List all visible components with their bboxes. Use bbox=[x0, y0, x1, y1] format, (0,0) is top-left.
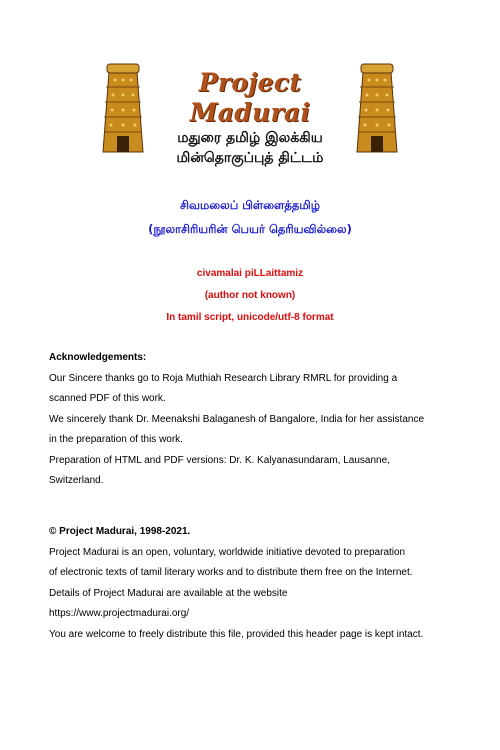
tamil-title: சிவமலைப் பிள்ளைத்தமிழ் bbox=[180, 198, 320, 212]
acknowledgement-line: Preparation of HTML and PDF versions: Dr. K. Kalyanasundaram, Lausanne, bbox=[49, 454, 390, 466]
logo-subtitle-line1: மதுரை தமிழ் இலக்கிய bbox=[177, 130, 323, 146]
acknowledgement-line: scanned PDF of this work. bbox=[49, 393, 166, 404]
author-note: (author not known) bbox=[204, 290, 296, 301]
copyright-line: Project Madurai is an open, voluntary, worldwide initiative devoted to preparation bbox=[49, 546, 406, 558]
acknowledgement-line: Switzerland. bbox=[49, 475, 104, 486]
temple-tower-icon bbox=[349, 62, 405, 154]
acknowledgement-line: in the preparation of this work. bbox=[49, 434, 183, 445]
transliterated-title: civamalai piLLaittamiz bbox=[196, 268, 304, 279]
copyright-section bbox=[49, 522, 459, 645]
logo-title: Project Madurai bbox=[189, 68, 311, 127]
tamil-author: (நூலாசிரியரின் பெயர் தெரியவில்லை) bbox=[148, 222, 352, 236]
acknowledgements-heading: Acknowledgements: bbox=[49, 352, 147, 363]
acknowledgement-line: We sincerely thank Dr. Meenakshi Balaganesh of Bangalore, India for her assistance bbox=[49, 413, 425, 425]
project-madurai-logo bbox=[95, 62, 405, 166]
copyright-line: of electronic texts of tamil literary works and to distribute them free on the Internet. bbox=[49, 567, 413, 578]
copyright-heading: © Project Madurai, 1998-2021. bbox=[49, 526, 191, 537]
acknowledgements-section bbox=[49, 348, 459, 492]
format-note: In tamil script, unicode/utf-8 format bbox=[166, 312, 334, 323]
acknowledgement-line: Our Sincere thanks go to Roja Muthiah Research Library RMRL for providing a bbox=[49, 372, 398, 384]
copyright-line: Details of Project Madurai are available at the website bbox=[49, 587, 288, 599]
logo-text bbox=[153, 68, 347, 168]
logo-subtitle-line2: மின்தொகுப்புத் திட்டம் bbox=[176, 150, 324, 166]
copyright-line: You are welcome to freely distribute this file, provided this header page is kept intact. bbox=[49, 628, 424, 640]
temple-tower-icon bbox=[95, 62, 151, 154]
website-link[interactable]: https://www.projectmadurai.org/ bbox=[49, 608, 190, 619]
